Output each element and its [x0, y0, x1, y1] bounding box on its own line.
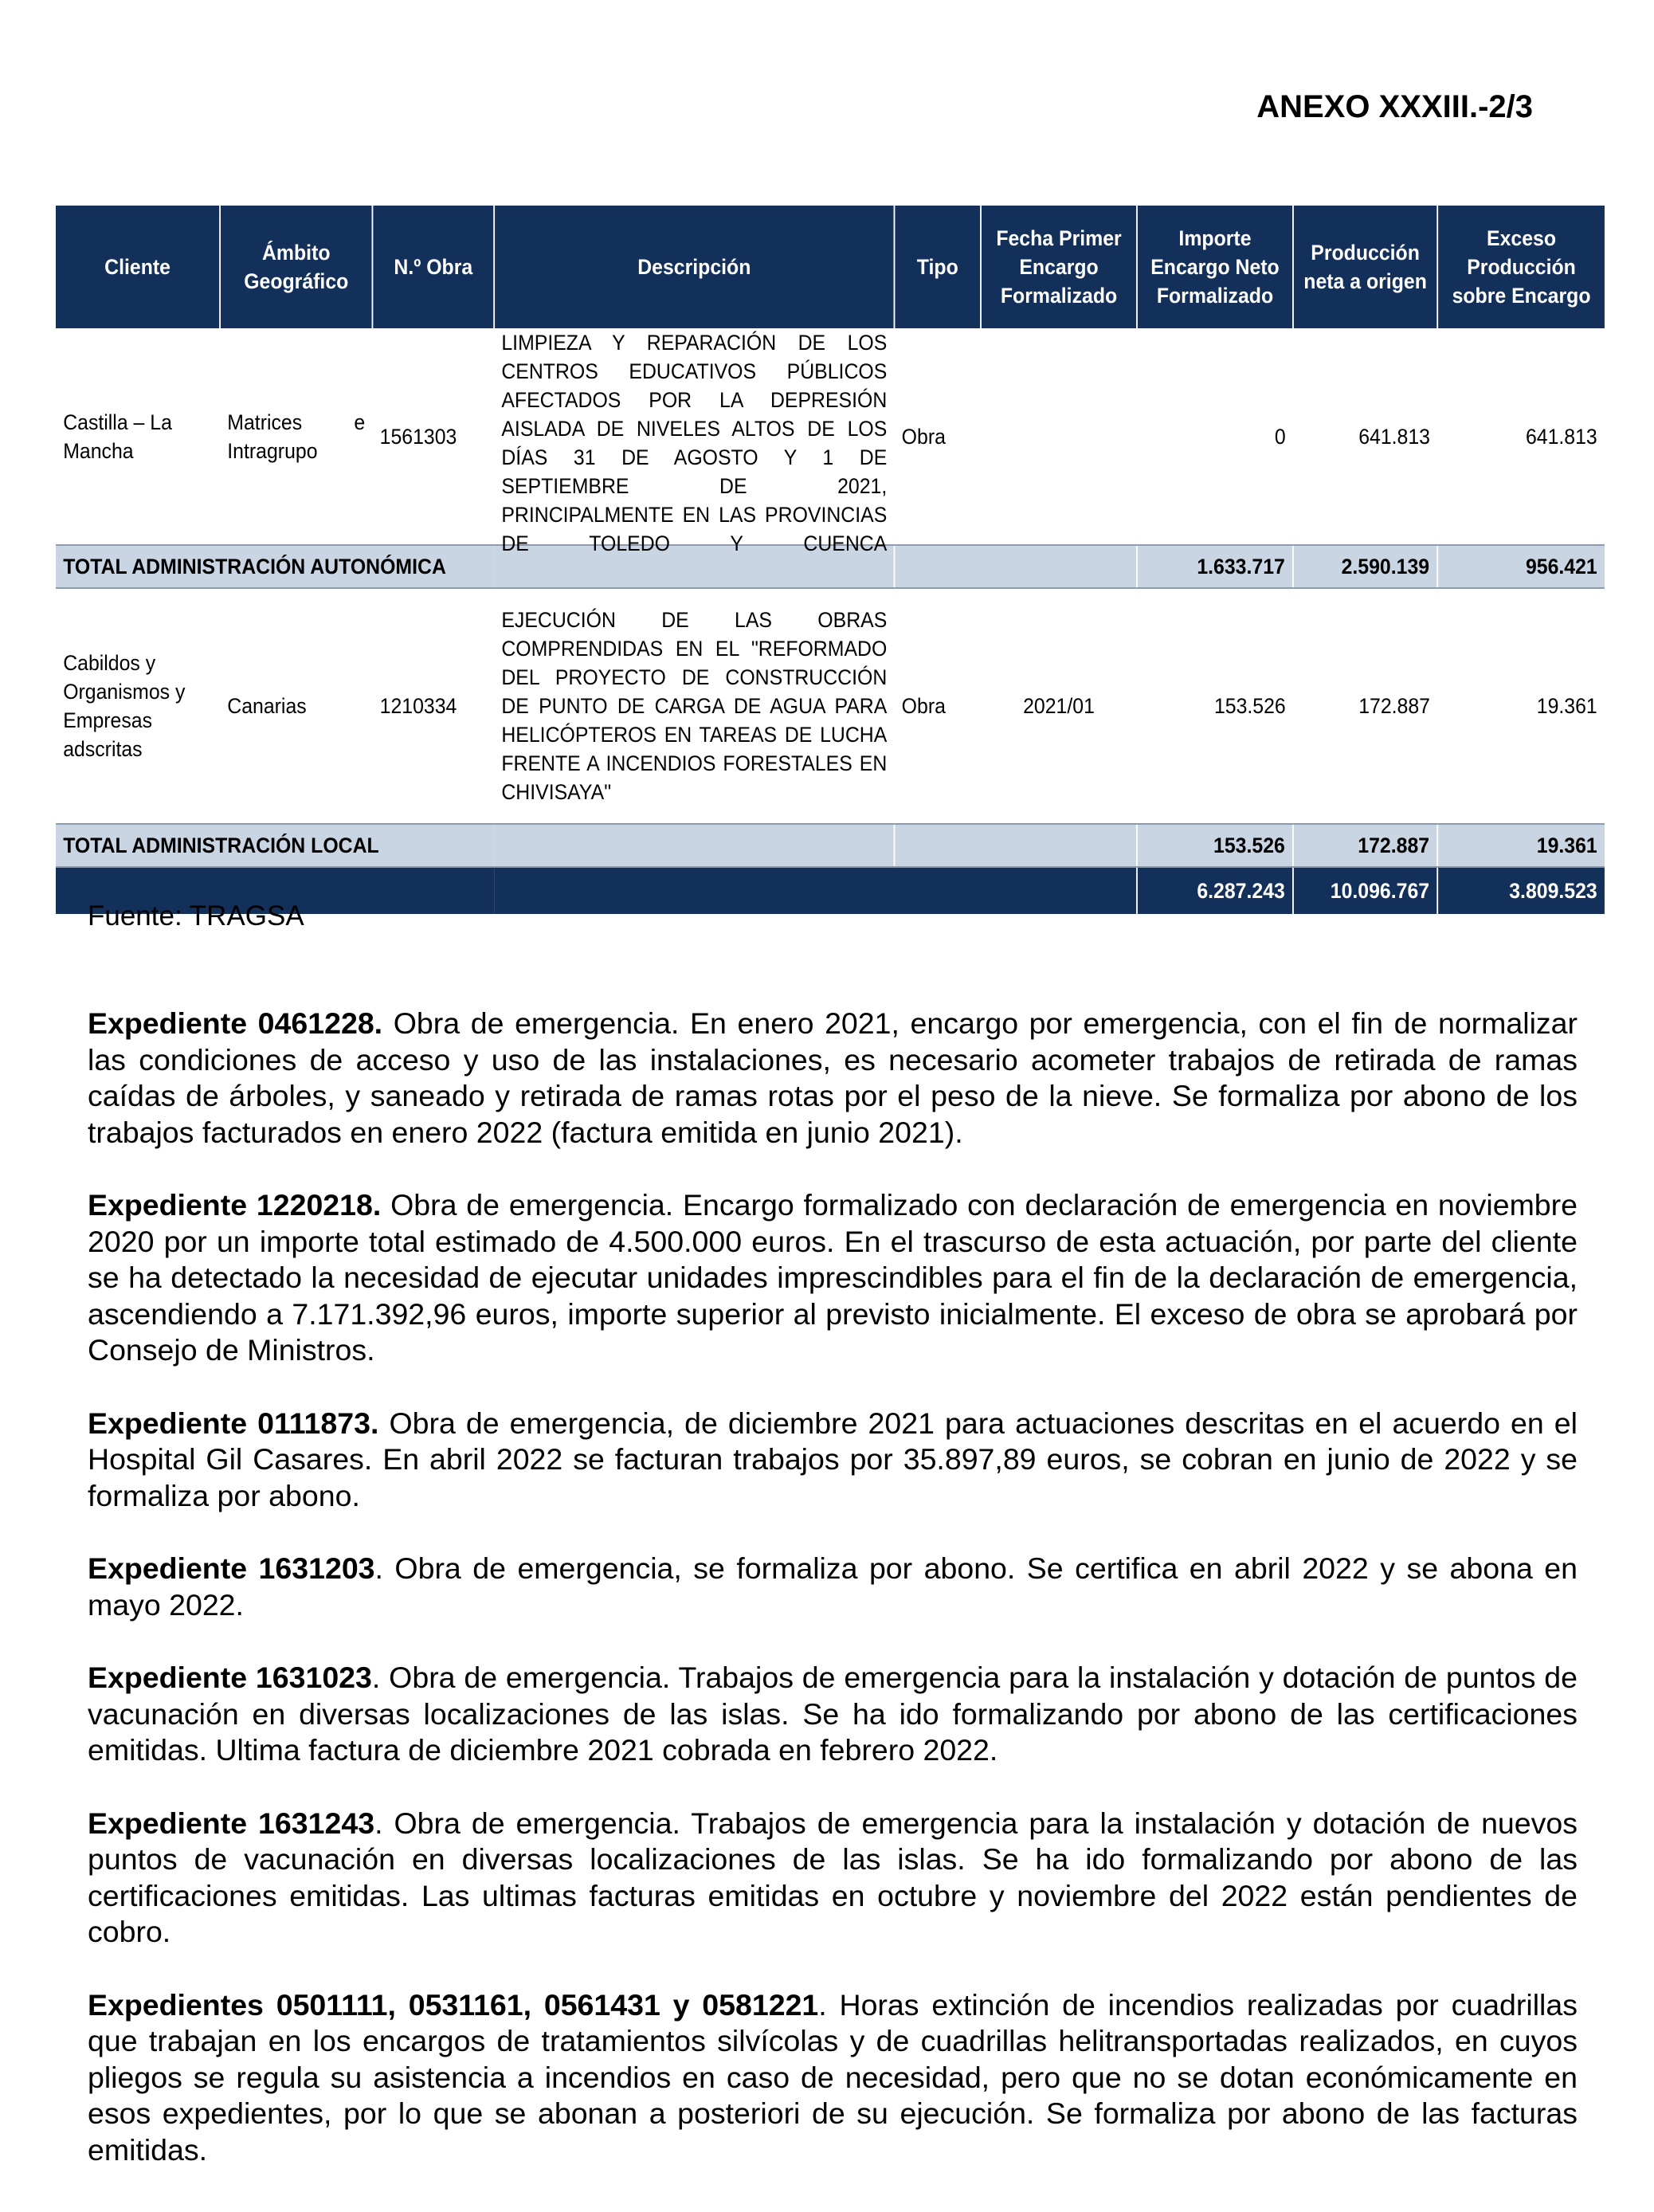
total-exceso: 956.421 [1437, 545, 1605, 588]
cell-importe: 0 [1274, 424, 1286, 449]
paragraph-text: Obra de emergencia. Encargo formalizado con declaración de emergencia en noviembre 2020 por un importe total estimado de 4.500.000 euros. En el trascurso de esta actuación, por parte del cliente se ha detectado la necesidad de ejecutar unidades imprescindibles para el fin de la declaración de emergencia, ascendiendo a 7.171.392,96 euros, importe superior al previsto inicialmente. El exceso de obra se aprobará por Consejo de Ministros. [88, 1188, 1578, 1367]
cell-fecha: 2021/01 [1023, 694, 1095, 718]
cell-descripcion: EJECUCIÓN DE LAS OBRAS COMPRENDIDAS EN EL "REFORMADO DEL PROYECTO DE CONSTRUCCIÓN DE PUNTO DE CARGA DE AGUA PARA HELICÓPTEROS EN TAREAS DE LUCHA FRENTE A INCENDIOS FORESTALES EN CHIVISAYA" [501, 608, 888, 804]
total-produccion: 2.590.139 [1293, 545, 1437, 588]
cell-produccion: 641.813 [1358, 424, 1430, 449]
paragraph-heading: Expediente 1631243 [88, 1806, 375, 1840]
cell-ambito: Matrices e Intragrupo [227, 410, 366, 463]
total-importe: 1.633.717 [1137, 545, 1293, 588]
cell-exceso: 19.361 [1536, 694, 1597, 718]
col-header-tipo: Tipo [894, 206, 981, 328]
paragraph [88, 1660, 1578, 1769]
col-header-produccion: Producción neta a origen [1293, 206, 1437, 328]
table-row [56, 588, 1605, 824]
paragraph-text: Obra de emergencia, de diciembre 2021 para actuaciones descritas en el acuerdo en el Hospital Gil Casares. En abril 2022 se facturan trabajos por 35.897,89 euros, se cobran en junio de 2022 y se formaliza por abono. [88, 1406, 1578, 1512]
cell-obra: 1210334 [379, 694, 457, 718]
expedientes-section [88, 1006, 1578, 2205]
cell-produccion: 172.887 [1358, 694, 1430, 718]
total-importe: 153.526 [1137, 824, 1293, 867]
paragraph [88, 1006, 1578, 1151]
paragraph-text: Obra de emergencia. En enero 2021, encargo por emergencia, con el fin de normalizar las condiciones de acceso y uso de las instalaciones, es necesario acometer trabajos de retirada de ramas caídas de árboles, y saneado y retirada de ramas rotas por el peso de la nieve. Se formaliza por abono de los trabajos facturados en enero 2022 (factura emitida en junio 2021). [88, 1006, 1578, 1149]
paragraph-heading: Expediente 1631203 [88, 1551, 375, 1585]
col-header-obra: N.º Obra [372, 206, 494, 328]
table-row [56, 328, 1605, 545]
works-table [56, 206, 1605, 914]
grand-total-produccion: 10.096.767 [1293, 867, 1437, 914]
paragraph [88, 1987, 1578, 2169]
cell-importe: 153.526 [1213, 694, 1286, 718]
paragraph-heading: Expediente 1220218. [88, 1188, 382, 1222]
cell-ambito: Canarias [227, 694, 307, 718]
cell-obra: 1561303 [379, 424, 457, 449]
cell-cliente: Cabildos y Organismos y Empresas adscritas [63, 651, 186, 761]
paragraph-heading: Expediente 1631023 [88, 1661, 372, 1694]
col-header-fecha: Fecha Primer Encargo Formalizado [981, 206, 1137, 328]
table-header-row [56, 206, 1605, 328]
cell-tipo: Obra [901, 424, 946, 449]
col-header-descripcion: Descripción [494, 206, 894, 328]
total-produccion: 172.887 [1293, 824, 1437, 867]
cell-cliente: Castilla – La Mancha [63, 410, 172, 463]
col-header-cliente: Cliente [56, 206, 220, 328]
paragraph-text: . Obra de emergencia, se formaliza por abono. Se certifica en abril 2022 y se abona en mayo 2022. [88, 1551, 1578, 1622]
total-label: TOTAL ADMINISTRACIÓN AUTONÓMICA [56, 545, 494, 588]
paragraph-heading: Expedientes 0501111, 0531161, 0561431 y 0581221 [88, 1987, 819, 2022]
paragraph-text: . Horas extinción de incendios realizadas por cuadrillas que trabajan en los encargos de tratamientos silvícolas y de cuadrillas helitransportadas realizados, en cuyos pliegos se regula su asistencia a incendios en caso de necesidad, pero que no se dotan económicamente en esos expedientes, por lo que se abonan a posteriori de su ejecución. Se formaliza por abono de las facturas emitidas. [88, 1987, 1578, 2167]
cell-descripcion: LIMPIEZA Y REPARACIÓN DE LOS CENTROS EDUCATIVOS PÚBLICOS AFECTADOS POR LA DEPRESIÓN AISLADA DE NIVELES ALTOS DE LOS DÍAS 31 DE AGOSTO Y 1 DE SEPTIEMBRE DE 2021, PRINCIPALMENTE EN LAS PROVINCIAS DE TOLEDO Y CUENCA [501, 331, 888, 555]
cell-fecha [981, 328, 1137, 545]
annex-title: ANEXO XXXIII.-2/3 [1256, 89, 1533, 124]
cell-exceso: 641.813 [1525, 424, 1597, 449]
total-exceso: 19.361 [1437, 824, 1605, 867]
col-header-exceso: Exceso Producción sobre Encargo [1437, 206, 1605, 328]
paragraph [88, 1187, 1578, 1369]
col-header-importe: Importe Encargo Neto Formalizado [1137, 206, 1293, 328]
cell-tipo: Obra [901, 694, 946, 718]
paragraph [88, 1806, 1578, 1951]
paragraph-text: . Obra de emergencia. Trabajos de emergencia para la instalación y dotación de nuevos puntos de vacunación en diversas localizaciones de las islas. Se ha ido formalizando por abono de las certificaciones emitidas. Las ultimas facturas emitidas en octubre y noviembre del 2022 están pendientes de cobro. [88, 1806, 1578, 1948]
grand-total-importe: 6.287.243 [1137, 867, 1293, 914]
paragraph-text: . Obra de emergencia. Trabajos de emergencia para la instalación y dotación de puntos de vacunación en diversas localizaciones de las islas. Se ha ido formalizando por abono de las certificaciones emitidas. Ultima factura de diciembre 2021 cobrada en febrero 2022. [88, 1661, 1578, 1767]
total-label: TOTAL ADMINISTRACIÓN LOCAL [56, 824, 494, 867]
paragraph [88, 1551, 1578, 1623]
col-header-ambito: Ámbito Geográfico [220, 206, 372, 328]
total-row-local [56, 824, 1605, 867]
paragraph-heading: Expediente 0461228. [88, 1006, 383, 1040]
paragraph-heading: Expediente 0111873. [88, 1406, 379, 1440]
grand-total-exceso: 3.809.523 [1437, 867, 1605, 914]
source-note: Fuente: TRAGSA [88, 900, 304, 931]
paragraph [88, 1406, 1578, 1515]
